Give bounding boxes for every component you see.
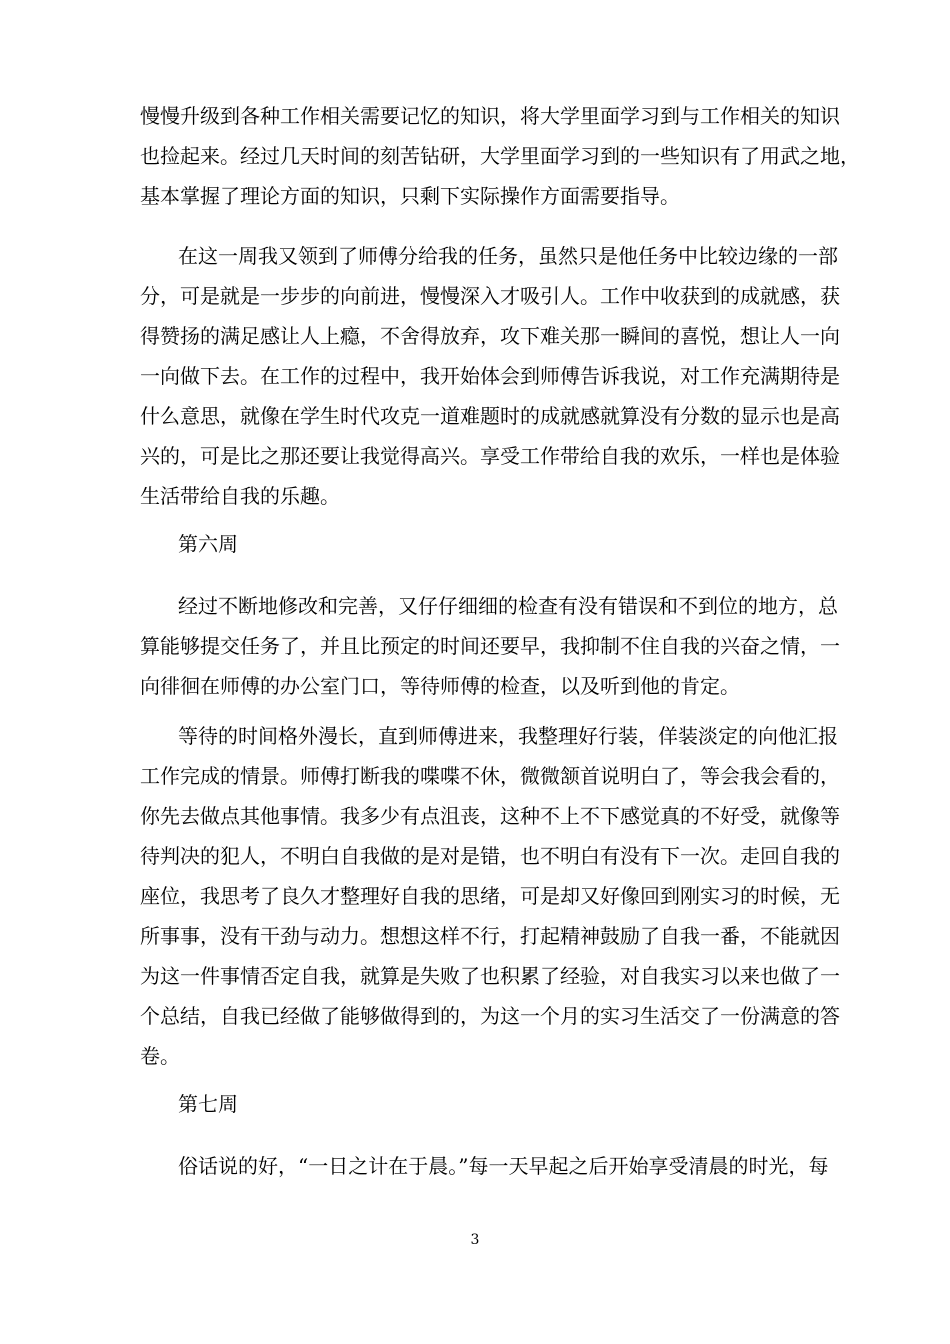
text-line: 向徘徊在师傅的办公室门口，等待师傅的检查，以及听到他的肯定。: [140, 674, 740, 698]
text-line: 基本掌握了理论方面的知识，只剩下实际操作方面需要指导。: [140, 184, 680, 208]
text-line: 什么意思，就像在学生时代攻克一道难题时的成就感就算没有分数的显示也是高: [140, 404, 840, 428]
text-line: 个总结，自我已经做了能够做得到的，为这一个月的实习生活交了一份满意的答: [140, 1004, 840, 1028]
text-line: 在这一周我又领到了师傅分给我的任务，虽然只是他任务中比较边缘的一部: [178, 244, 838, 268]
text-line: 你先去做点其他事情。我多少有点沮丧，这种不上不下感觉真的不好受，就像等: [140, 804, 840, 828]
text-line: 算能够提交任务了，并且比预定的时间还要早，我抑制不住自我的兴奋之情，一: [140, 634, 840, 658]
paragraph: [140, 1146, 829, 1186]
paragraph: [140, 236, 840, 516]
text-line: 所事事，没有干劲与动力。想想这样不行，打起精神鼓励了自我一番，不能就因: [140, 924, 840, 948]
paragraph: [140, 716, 840, 1076]
text-line: 也捡起来。经过几天时间的刻苦钻研，大学里面学习到的一些知识有了用武之地，: [140, 144, 860, 168]
text-line: 生活带给自我的乐趣。: [140, 484, 340, 508]
text-line: 工作完成的情景。师傅打断我的喋喋不休，微微颔首说明白了，等会我会看的，: [140, 764, 840, 788]
text-line: 卷。: [140, 1044, 180, 1068]
text-line: 座位，我思考了良久才整理好自我的思绪，可是却又好像回到刚实习的时候，无: [140, 884, 840, 908]
text-line: 兴的，可是比之那还要让我觉得高兴。享受工作带给自我的欢乐，一样也是体验: [140, 444, 840, 468]
text-line: 慢慢升级到各种工作相关需要记忆的知识，将大学里面学习到与工作相关的知识: [140, 104, 840, 128]
text-line: 得赞扬的满足感让人上瘾，不舍得放弃，攻下难关那一瞬间的喜悦，想让人一向: [140, 324, 840, 348]
text-line: 等待的时间格外漫长，直到师傅进来，我整理好行装，佯装淡定的向他汇报: [178, 724, 838, 748]
text-line: 为这一件事情否定自我，就算是失败了也积累了经验，对自我实习以来也做了一: [140, 964, 840, 988]
text-line: 待判决的犯人，不明白自我做的是对是错，也不明白有没有下一次。走回自我的: [140, 844, 840, 868]
paragraph-continued: [140, 96, 860, 216]
text-line: 经过不断地修改和完善，又仔仔细细的检查有没有错误和不到位的地方，总: [178, 594, 838, 618]
page-number: 3: [470, 1232, 480, 1248]
paragraph: [140, 586, 840, 706]
section-heading-week-6: 第六周: [178, 532, 238, 556]
text-line: 一向做下去。在工作的过程中，我开始体会到师傅告诉我说，对工作充满期待是: [140, 364, 840, 388]
text-line: 俗话说的好，“一日之计在于晨。”每一天早起之后开始享受清晨的时光，每: [178, 1154, 829, 1178]
section-heading-week-7: 第七周: [178, 1092, 238, 1116]
text-line: 分，可是就是一步步的向前进，慢慢深入才吸引人。工作中收获到的成就感，获: [140, 284, 840, 308]
